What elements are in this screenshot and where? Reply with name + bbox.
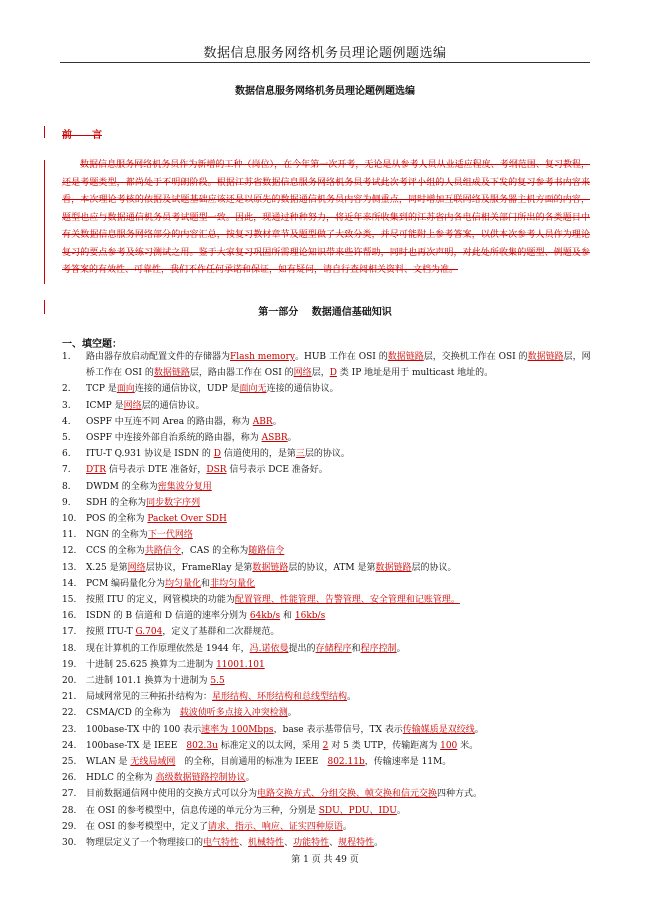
question-number: 26.	[62, 773, 77, 784]
question-text: ，定义了基群和二次群规范。	[162, 627, 280, 638]
question-number: 22.	[62, 708, 77, 719]
question-number: 13.	[62, 562, 77, 573]
question-number: 14.	[62, 578, 77, 589]
question-text: 100base-TX 是 IEEE	[86, 740, 187, 751]
question-number: 20.	[62, 676, 77, 687]
question-text: 对 5 类 UTP，传输距离为	[328, 740, 441, 751]
answer-text: 数据链路	[527, 352, 564, 362]
question-text: 标准定义的以太网，采用	[217, 740, 323, 751]
page-footer: 第 1 页 共 49 页	[291, 855, 359, 865]
question-number: 30.	[62, 838, 77, 849]
question-text: 十进制 25.625 换算为二进制为	[86, 659, 217, 670]
question-text: 。	[396, 643, 406, 654]
answer-text: 电路交换方式、分组交换、帧交换和信元交换	[257, 789, 438, 800]
question-number: 18.	[62, 643, 77, 654]
question-number: 15.	[62, 595, 77, 606]
question-number: 9.	[62, 497, 71, 508]
question-number: 1.	[62, 352, 71, 362]
question-number: 16.	[62, 611, 77, 622]
answer-text: 机械特性	[248, 838, 285, 849]
question-text: CSMA/CD 的全称为	[86, 708, 180, 719]
revision-bar	[44, 126, 45, 138]
answer-text: D	[213, 449, 222, 460]
question-text: 现在计算机的工作原理依然是 1944 年，	[86, 643, 250, 654]
question-item	[62, 560, 592, 576]
question-item	[62, 673, 592, 689]
question-item	[62, 657, 592, 673]
question-text: OSPF 中互连不同 Area 的路由器，称为	[86, 416, 253, 427]
question-text: 、	[284, 838, 294, 849]
question-item	[62, 608, 592, 624]
answer-text: 数据链路	[252, 562, 289, 573]
answer-text: 100	[440, 740, 458, 751]
answer-text: 无线局域网	[130, 757, 176, 768]
question-item	[62, 349, 592, 381]
question-item	[62, 689, 592, 705]
question-item	[62, 430, 592, 446]
question-number: 4.	[62, 416, 71, 427]
answer-text: 非均匀量化	[210, 578, 256, 589]
question-text: ITU-T Q.931 协议是 ISDN 的	[86, 449, 214, 460]
question-text: DWDM 的全称为	[86, 481, 158, 492]
question-text: 。	[374, 838, 384, 849]
question-text: 。	[342, 821, 352, 832]
question-item	[62, 592, 592, 608]
question-text: HDLC 的全称为	[86, 773, 156, 784]
question-number: 29.	[62, 821, 77, 832]
question-number: 28.	[62, 805, 77, 816]
answer-text: 802.3u	[186, 740, 218, 751]
question-text: 层，路由器工作在 OSI 的	[189, 368, 294, 379]
question-item	[62, 576, 592, 592]
question-text: ，base 表示基带信号，TX 表示	[273, 724, 403, 735]
document-title: 数据信息服务网络机务员理论题例题选编	[235, 86, 415, 97]
question-text: 连接的通信协议。	[266, 384, 339, 395]
answer-text: 2	[322, 740, 329, 751]
answer-text: DTR	[86, 465, 106, 476]
answer-text: 同步数字序列	[146, 497, 201, 508]
question-text: 物理层定义了一个物理接口的	[86, 838, 204, 849]
question-number: 10.	[62, 514, 77, 525]
question-text: 层，交换机工作在 OSI 的	[423, 352, 528, 362]
answer-text: 网络	[127, 562, 146, 573]
question-text: 层，网桥工作在 OSI 的	[86, 352, 591, 379]
question-text: 。	[396, 805, 406, 816]
answer-text: 请求、指示、响应、证实四种原语	[207, 821, 343, 832]
answer-text: 星形结构、环形结构和总线型结构	[212, 692, 348, 703]
question-item	[62, 446, 592, 462]
answer-text: Packet Over SDH	[147, 514, 227, 525]
answer-text: ASBR	[261, 433, 288, 444]
question-text: 四种方式。	[437, 789, 483, 800]
section-title: 一、填空题：	[62, 339, 122, 350]
answer-text: 随路信令	[248, 546, 285, 557]
question-text: 二进制 101.1 换算为十进制为	[86, 676, 211, 687]
question-item	[62, 641, 592, 657]
question-number: 8.	[62, 481, 71, 492]
question-list	[62, 349, 592, 851]
answer-text: 配置管理、性能管理、告警管理、安全管理和记账管理。	[234, 595, 460, 606]
question-text: 。	[474, 724, 484, 735]
answer-text: SDU、PDU、IDU	[318, 805, 397, 816]
question-item	[62, 495, 592, 511]
answer-text: DSR	[206, 465, 227, 476]
question-text: PCM 编码量化分为	[86, 578, 166, 589]
question-item	[62, 479, 592, 495]
answer-text: 下一代网络	[147, 530, 193, 541]
answer-text: Flash memory	[230, 352, 295, 362]
answer-text: 密集波分复用	[157, 481, 212, 492]
question-text: 米。	[457, 740, 479, 751]
question-text: 。HUB 工作在 OSI 的	[294, 352, 388, 362]
question-number: 3.	[62, 400, 71, 411]
question-text: 类 IP 地址是用于 multicast 地址的。	[336, 368, 494, 379]
answer-text: 网络	[293, 368, 312, 379]
answer-text: 程序控制	[360, 643, 397, 654]
question-item	[62, 511, 592, 527]
question-text: 提出的	[288, 643, 316, 654]
answer-text: G.704	[135, 627, 163, 638]
question-text: 。	[347, 692, 357, 703]
question-item	[62, 705, 592, 721]
answer-text: 均匀量化	[165, 578, 202, 589]
question-item	[62, 527, 592, 543]
answer-text: D	[329, 368, 337, 379]
question-text: 连接的通信协议，UDP 是	[134, 384, 240, 395]
question-item	[62, 738, 592, 754]
answer-text: 网络	[123, 400, 142, 411]
answer-text: 冯.诺依曼	[249, 643, 289, 654]
answer-text: 载波侦听多点接入冲突检测	[179, 708, 288, 719]
question-item	[62, 803, 592, 819]
question-text: 、	[239, 838, 249, 849]
question-text: 层的协议。	[411, 562, 457, 573]
answer-text: 数据链路	[375, 562, 412, 573]
answer-text: 11001.101	[216, 659, 265, 670]
question-text: ISDN 的 B 信道和 D 信道的速率分别为	[86, 611, 250, 622]
answer-text: 64kb/s	[249, 611, 281, 622]
question-item	[62, 722, 592, 738]
question-text: 。	[245, 773, 255, 784]
question-item	[62, 819, 592, 835]
question-text: NGN 的全称为	[86, 530, 148, 541]
question-text: 局域网常见的三种拓扑结构为：	[86, 692, 213, 703]
answer-text: 电气特性	[203, 838, 240, 849]
question-number: 23.	[62, 724, 77, 735]
question-text: 和	[201, 578, 211, 589]
question-number: 25.	[62, 757, 77, 768]
answer-text: 规程特性	[338, 838, 375, 849]
question-text: 信号表示 DCE 准备好。	[226, 465, 328, 476]
answer-text: 16kb/s	[294, 611, 326, 622]
question-text: 100base-TX 中的 100 表示	[86, 724, 202, 735]
question-item	[62, 624, 592, 640]
question-text: 层，	[311, 368, 330, 379]
answer-text: 数据链路	[153, 368, 190, 379]
answer-text: 面向无	[239, 384, 267, 395]
question-item	[62, 770, 592, 786]
question-text: 在 OSI 的参考模型中，信息传递的单元分为三种，分别是	[86, 805, 319, 816]
answer-text: 功能特性	[293, 838, 330, 849]
question-number: 11.	[62, 530, 77, 541]
question-text: 在 OSI 的参考模型中，定义了	[86, 821, 208, 832]
question-text: 层协议，FrameRlay 是第	[145, 562, 253, 573]
question-text: 按照 ITU-T	[86, 627, 136, 638]
answer-text: 三	[295, 449, 305, 460]
question-item	[62, 786, 592, 802]
question-text: X.25 是第	[86, 562, 128, 573]
preface-body: 数据信息服务网络机务员作为新增的工种（岗位），在今年第一次开考，无论是从参考人员从业适应程度、考纲范围、复习教程，还是考题类型，都尚处于不明朗阶段。根据江苏省数据信息服务网络机务员考试此次考评小组的人员组成及下发的复习参考书内容来看，本次理论考核的依据及试题基础应该还是以原先的数据通信机务员内容为侧重点，同时增加互联网络及服务器主机方面的内容，题型也应与数据通信机务员考试题型一致。因此，现通过种种努力，将近年来所收集到的江苏省内各电信相关部门所出的各类题目中有关数据信息服务网络部分的内容汇总，按复习教材章节及题型做了大致分类，并尽可能附上参考答案，以供本次参考人员作为理论复习的要点参考及练习测试之用。鉴于大家复习巩固所需理论知识带来些许帮助，同时也再次声明，对此处所收集的题型、例题及参考答案的有效性、可靠性，我们不作任何承诺和保证，如有疑问，请自行查阅相关资料、文档为准。	[62, 160, 590, 275]
question-item	[62, 754, 592, 770]
answer-text: 高级数据链路控制协议	[155, 773, 246, 784]
question-number: 7.	[62, 465, 71, 476]
answer-text: 存储程序	[315, 643, 352, 654]
answer-text: 面向	[116, 384, 135, 395]
answer-text: 802.11b	[327, 757, 365, 768]
part-title: 第一部分 数据通信基础知识	[258, 307, 392, 318]
question-number: 5.	[62, 433, 71, 444]
question-text: 层的协议，ATM 是第	[288, 562, 376, 573]
question-number: 6.	[62, 449, 71, 460]
running-header: 数据信息服务网络机务员理论题例题选编	[203, 46, 447, 61]
answer-text: 5.5	[210, 676, 225, 687]
question-text: ICMP 是	[86, 400, 124, 411]
question-text: 层的协议。	[304, 449, 350, 460]
question-number: 21.	[62, 692, 77, 703]
question-text: 层的通信协议。	[141, 400, 205, 411]
question-text: WLAN 是	[86, 757, 131, 768]
question-number: 17.	[62, 627, 77, 638]
question-text: 信号表示 DTE 准备好，	[106, 465, 207, 476]
answer-text: ABR	[252, 416, 273, 427]
question-item	[62, 543, 592, 559]
question-text: ，CAS 的全称为	[180, 546, 249, 557]
question-text: 和	[280, 611, 295, 622]
question-text: 。	[287, 708, 297, 719]
question-item	[62, 398, 592, 414]
question-number: 27.	[62, 789, 77, 800]
question-text: 、	[329, 838, 339, 849]
answer-text: 传输媒质是双绞线	[402, 724, 475, 735]
question-text: 信道使用的，是第	[221, 449, 296, 460]
question-text: 。	[287, 433, 297, 444]
question-text: TCP 是	[86, 384, 117, 395]
preface-heading: 前 言	[62, 130, 102, 141]
header-divider	[60, 62, 590, 63]
answer-text: 共路信令	[144, 546, 181, 557]
question-text: 的全称，目前通用的标准为 IEEE	[175, 757, 328, 768]
answer-text: 数据链路	[387, 352, 424, 362]
question-text: OSPF 中连接外部自治系统的路由器，称为	[86, 433, 262, 444]
question-text: 按照 ITU 的定义，网管模块的功能为	[86, 595, 235, 606]
question-item	[62, 462, 592, 478]
question-text: 路由器存放启动配置文件的存储器为	[86, 352, 231, 362]
question-number: 24.	[62, 740, 77, 751]
question-text: 和	[351, 643, 361, 654]
question-number: 12.	[62, 546, 77, 557]
question-number: 2.	[62, 384, 71, 395]
question-item	[62, 381, 592, 397]
question-text: CCS 的全称为	[86, 546, 145, 557]
question-text: 目前数据通信网中使用的交换方式可以分为	[86, 789, 258, 800]
question-text: ，传输速率是 11M。	[364, 757, 452, 768]
question-item	[62, 414, 592, 430]
question-text: POS 的全称为	[86, 514, 148, 525]
question-item	[62, 835, 592, 851]
question-number: 19.	[62, 659, 77, 670]
revision-bar	[44, 160, 45, 284]
answer-text: 速率为 100Mbps	[201, 724, 274, 735]
question-text: SDH 的全称为	[86, 497, 147, 508]
question-text: 。	[272, 416, 282, 427]
